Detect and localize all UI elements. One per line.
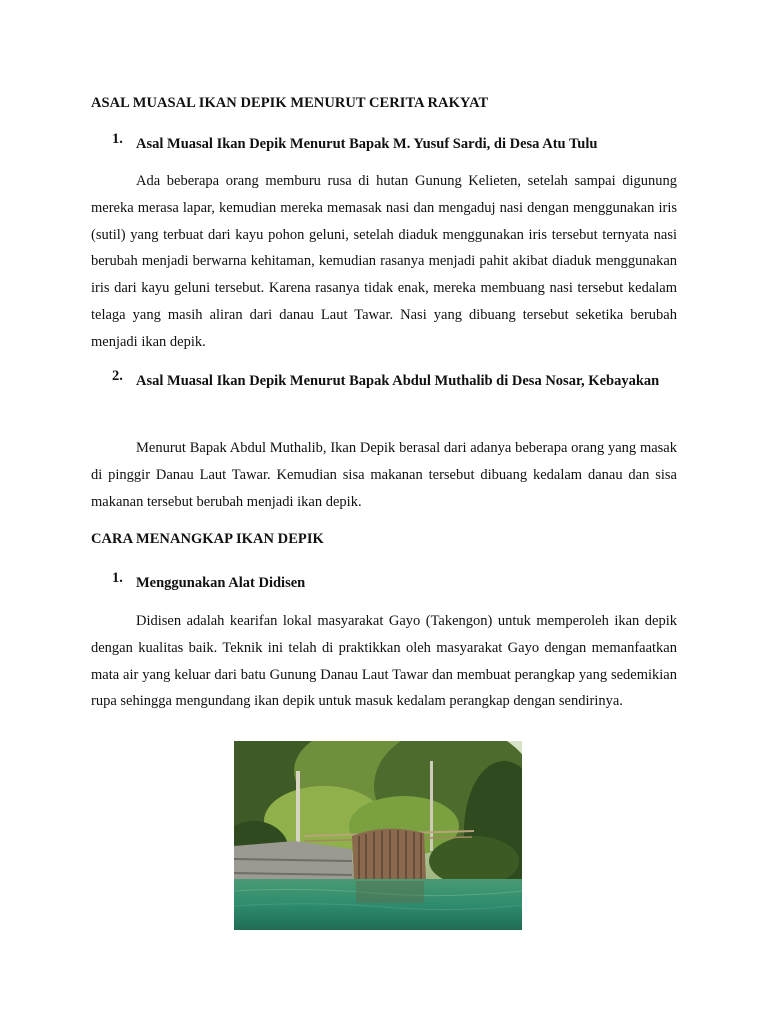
item-number: 1. xyxy=(112,570,123,586)
section1-item-2-paragraph: Menurut Bapak Abdul Muthalib, Ikan Depik berasal dari adanya beberapa orang yang masak di pinggir Danau Laut Tawar. Kemudian sisa makanan tersebut dibuang kedalam danau dan sisa makanan tersebut berubah menjadi ikan depik. xyxy=(91,440,677,510)
section2-item-1-paragraph: Didisen adalah kearifan lokal masyarakat Gayo (Takengon) untuk memperoleh ikan depik dengan kualitas baik. Teknik ini telah di praktikkan oleh masyarakat Gayo dengan memanfaatkan mata air yang keluar dari batu Gunung Danau Laut Tawar dan membuat perangkap yang sedemikian rupa sehingga mengundang ikan depik untuk masuk kedalam perangkap dengan sendirinya. xyxy=(91,613,677,710)
item-heading-text: Menggunakan Alat Didisen xyxy=(136,575,306,591)
item-number: 1. xyxy=(112,131,123,147)
item-heading-text: Asal Muasal Ikan Depik Menurut Bapak M. Yusuf Sardi, di Desa Atu Tulu xyxy=(136,136,598,152)
item-number: 2. xyxy=(112,368,123,384)
document-title: ASAL MUASAL IKAN DEPIK MENURUT CERITA RAKYAT xyxy=(91,95,489,111)
section1-item-1-paragraph: Ada beberapa orang memburu rusa di hutan Gunung Kelieten, setelah sampai digunung mereka merasa lapar, kemudian mereka memasak nasi dan mengaduj nasi dengan menggunakan iris (sutil) yang terbuat dari kayu pohon geluni, setelah diaduk menggunakan iris tersebut ternyata nasi berubah menjadi berwarna kehitaman, kemudian rasanya menjadi pahit akibat diaduk menggunakan iris dari kayu geluni tersebut. Karena rasanya tidak enak, mereka membuang nasi tersebut kedalam telaga yang masih aliran dari danau Laut Tawar. Nasi yang dibuang tersebut seketika berubah menjadi ikan depik. xyxy=(91,173,677,350)
didisen-trap-photo xyxy=(234,741,522,930)
section1-item-1-heading xyxy=(112,131,677,158)
section1-item-2-heading xyxy=(112,368,677,395)
section2-item-1-heading xyxy=(112,570,677,597)
section2-title: CARA MENANGKAP IKAN DEPIK xyxy=(91,531,324,547)
item-heading-text: Asal Muasal Ikan Depik Menurut Bapak Abdul Muthalib di Desa Nosar, Kebayakan xyxy=(136,373,660,389)
